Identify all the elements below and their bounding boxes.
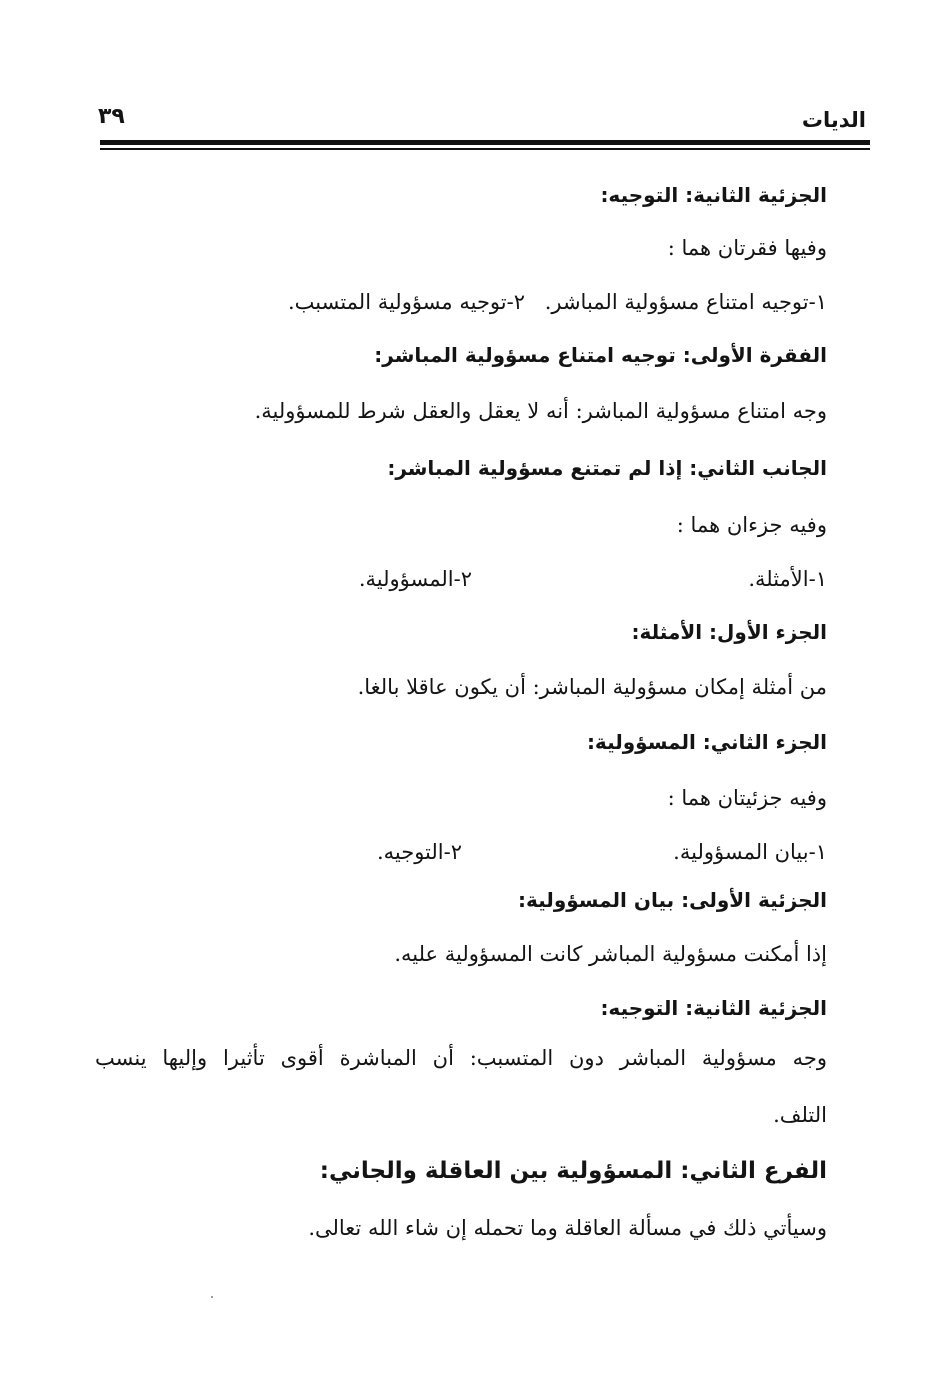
section-heading: الجزئية الثانية: التوجيه: — [600, 996, 827, 1020]
paragraph-line: وجه مسؤولية المباشر دون المتسبب: أن المباشرة أقوى تأثيرا وإليها ينسب — [95, 1046, 827, 1070]
paragraph-line: وفيه جزءان هما : — [676, 513, 827, 537]
paragraph-line: إذا أمكنت مسؤولية المباشر كانت المسؤولية عليه. — [394, 942, 827, 966]
running-head — [96, 104, 866, 138]
paragraph-line: وسيأتي ذلك في مسألة العاقلة وما تحمله إن شاء الله تعالى. — [308, 1216, 827, 1240]
list-item: ٢-المسؤولية. — [358, 567, 472, 591]
list-item: ٢-التوجيه. — [376, 840, 462, 864]
paragraph-line: وفيه جزئيتان هما : — [667, 786, 827, 810]
list-item: ١-توجيه امتناع مسؤولية المباشر. — [544, 290, 827, 314]
scan-speck — [211, 1296, 213, 1298]
paragraph-line: من أمثلة إمكان مسؤولية المباشر: أن يكون عاقلا بالغا. — [357, 675, 827, 699]
section-heading: الفقرة الأولى: توجيه امتناع مسؤولية المباشر: — [374, 343, 827, 367]
section-heading: الجانب الثاني: إذا لم تمتنع مسؤولية المباشر: — [387, 456, 827, 480]
header-rule-thin — [100, 148, 870, 150]
paragraph-line: التلف. — [773, 1103, 827, 1127]
section-heading: الجزئية الأولى: بيان المسؤولية: — [518, 888, 827, 912]
section-heading: الجزء الأول: الأمثلة: — [631, 620, 827, 644]
paragraph-line: وفيها فقرتان هما : — [667, 236, 827, 260]
header-rule-thick — [100, 140, 870, 145]
page-number: ٣٩ — [98, 104, 125, 129]
running-head-title: الديات — [801, 108, 866, 132]
section-heading: الجزء الثاني: المسؤولية: — [586, 730, 827, 754]
section-heading: الجزئية الثانية: التوجيه: — [600, 183, 827, 207]
list-item: ١-الأمثلة. — [748, 567, 827, 591]
list-item: ١-بيان المسؤولية. — [673, 840, 827, 864]
subsection-heading: الفرع الثاني: المسؤولية بين العاقلة والجاني: — [319, 1158, 827, 1184]
list-item: ٢-توجيه مسؤولية المتسبب. — [287, 290, 525, 314]
paragraph-line: وجه امتناع مسؤولية المباشر: أنه لا يعقل والعقل شرط للمسؤولية. — [254, 399, 827, 423]
